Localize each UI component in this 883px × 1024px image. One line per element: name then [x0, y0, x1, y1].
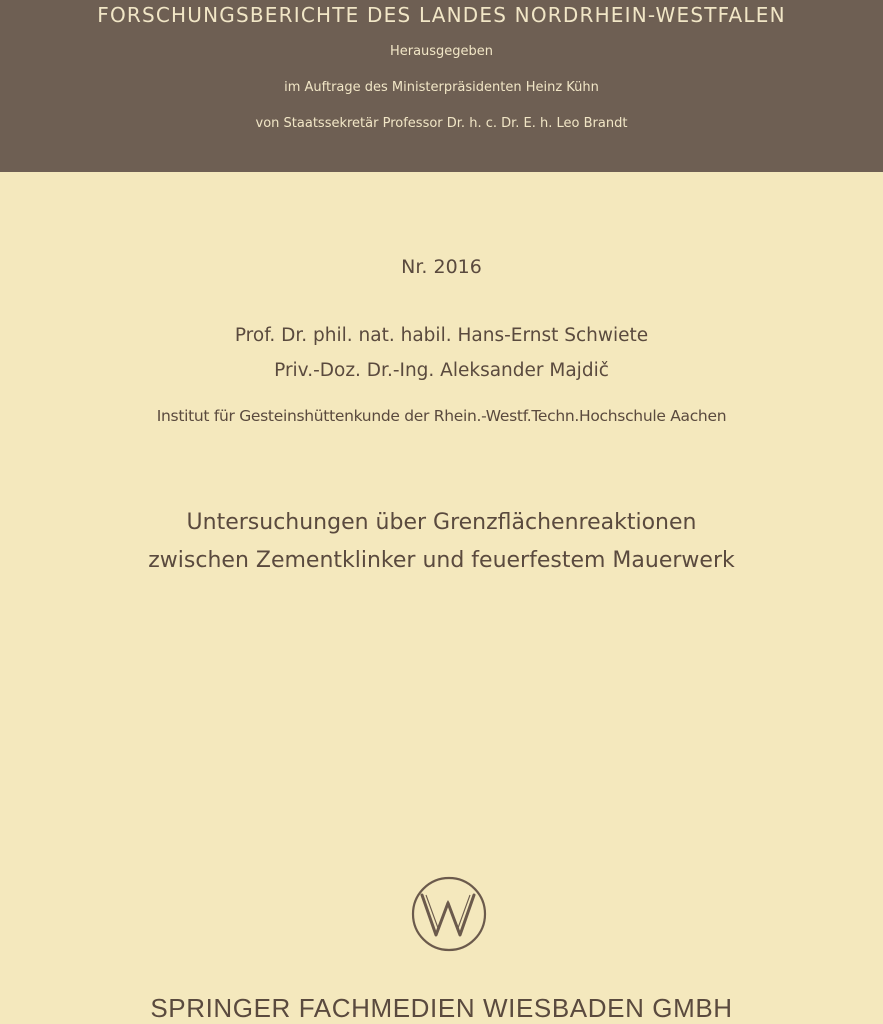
- series-header-band: [0, 0, 883, 172]
- issue-number: Nr. 2016: [401, 256, 482, 278]
- series-title: FORSCHUNGSBERICHTE DES LANDES NORDRHEIN-WESTFALEN: [97, 3, 786, 27]
- editor-line-2: im Auftrage des Ministerpräsidenten Heinz Kühn: [284, 80, 599, 95]
- editor-line-3: von Staatssekretär Professor Dr. h. c. Dr. E. h. Leo Brandt: [255, 116, 628, 131]
- book-title-line-1: Untersuchungen über Grenzflächenreaktionen: [186, 510, 697, 535]
- book-title-line-2: zwischen Zementklinker und feuerfestem Mauerwerk: [148, 548, 735, 573]
- springer-ww-logo-icon: [410, 875, 488, 953]
- author-1: Prof. Dr. phil. nat. habil. Hans-Ernst Schwiete: [234, 325, 649, 346]
- institute: Institut für Gesteinshüttenkunde der Rhein.-Westf.Techn.Hochschule Aachen: [156, 407, 727, 425]
- author-2: Priv.-Doz. Dr.-Ing. Aleksander Majdič: [274, 360, 609, 381]
- editor-line-1: Herausgegeben: [389, 44, 494, 59]
- publisher-name: SPRINGER FACHMEDIEN WIESBADEN GMBH: [150, 993, 733, 1023]
